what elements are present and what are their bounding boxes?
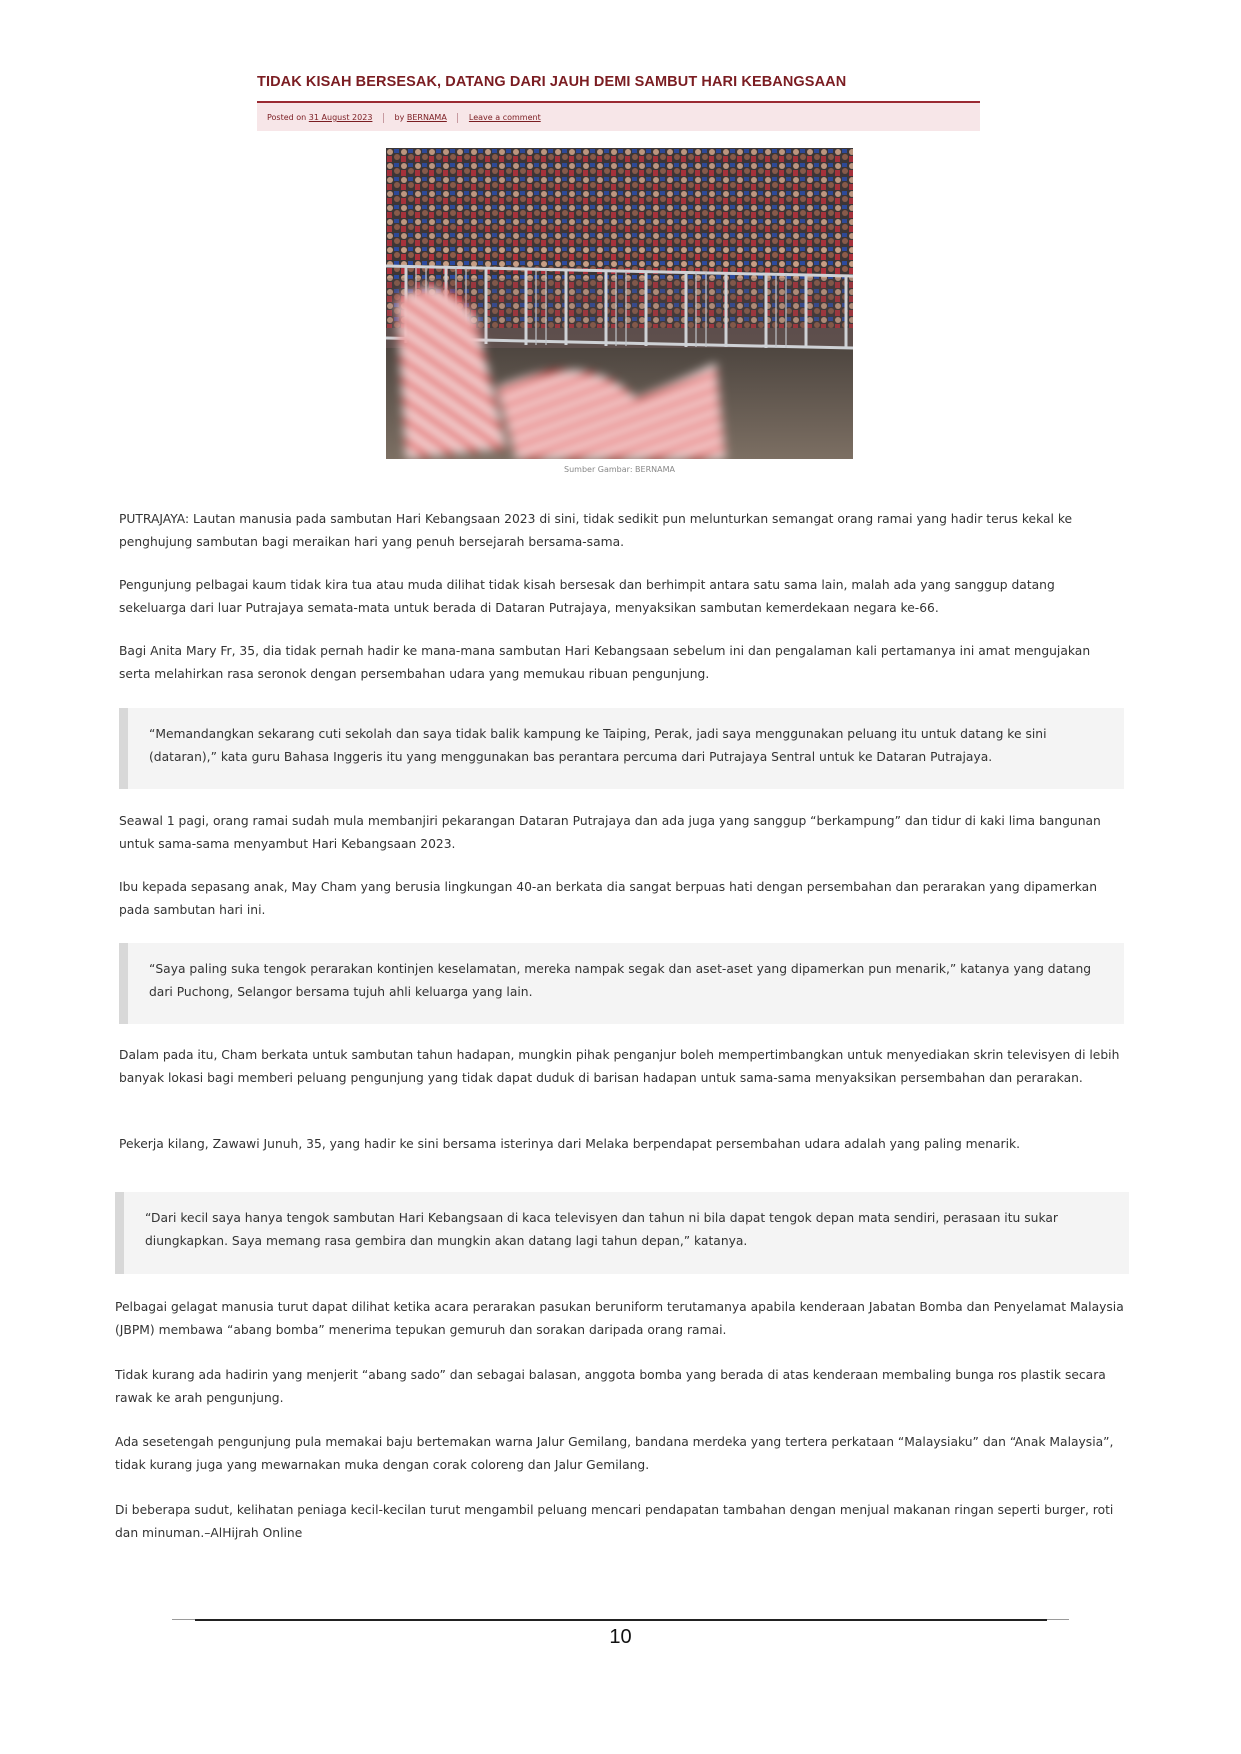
paragraph: Dalam pada itu, Cham berkata untuk sambutan tahun hadapan, mungkin pihak penganjur boleh mempertimbangkan untuk menyediakan skrin televisyen di lebih banyak lokasi bagi memberi peluang pengunjung yang tidak dapat duduk di barisan hadapan untuk sama-sama menyaksikan persembahan dan perarakan. <box>119 1048 1120 1085</box>
paragraph: PUTRAJAYA: Lautan manusia pada sambutan Hari Kebangsaan 2023 di sini, tidak sedikit pun melunturkan semangat orang ramai yang hadir terus kekal ke penghujung sambutan bagi meraikan hari yang penuh bersejarah bersama-sama. <box>119 512 1073 549</box>
paragraph: Pelbagai gelagat manusia turut dapat dilihat ketika acara perarakan pasukan beruniform terutamanya apabila kenderaan Jabatan Bomba dan Penyelamat Malaysia (JBPM) membawa “abang bomba” menerima tepukan gemuruh dan sorakan daripada orang ramai. <box>115 1300 1124 1337</box>
blockquote <box>119 708 1124 789</box>
quote-text: “Memandangkan sekarang cuti sekolah dan saya tidak balik kampung ke Taiping, Perak, jadi saya menggunakan peluang itu untuk datang ke sini (dataran),” kata guru Bahasa Inggeris itu yang menggunakan bas perantara percuma dari Putrajaya Sentral untuk ke Dataran Putrajaya. <box>149 727 1047 764</box>
meta-divider <box>457 113 458 123</box>
paragraph: Ada sesetengah pengunjung pula memakai baju bertemakan warna Jalur Gemilang, bandana merdeka yang tertera perkataan “Malaysiaku” dan “Anak Malaysia”, tidak kurang juga yang mewarnakan muka dengan corak coloreng dan Jalur Gemilang. <box>115 1435 1114 1472</box>
blockquote <box>115 1192 1129 1274</box>
footer-rule <box>195 1619 1047 1621</box>
by-prefix: by <box>394 113 405 122</box>
post-date-link[interactable]: 31 August 2023 <box>308 113 373 122</box>
quote-text: “Saya paling suka tengok perarakan kontinjen keselamatan, mereka nampak segak dan aset-aset yang dipamerkan pun menarik,” katanya yang datang dari Puchong, Selangor bersama tujuh ahli keluarga yang lain. <box>149 962 1092 999</box>
paragraph: Bagi Anita Mary Fr, 35, dia tidak pernah hadir ke mana-mana sambutan Hari Kebangsaan sebelum ini dan pengalaman kali pertamanya ini amat mengujakan serta melahirkan rasa seronok dengan persembahan udara yang memukau ribuan pengunjung. <box>119 644 1091 681</box>
article-photo <box>386 148 853 459</box>
paragraph: Pengunjung pelbagai kaum tidak kira tua atau muda dilihat tidak kisah bersesak dan berhimpit antara satu sama lain, malah ada yang sanggup datang sekeluarga dari luar Putrajaya semata-mata untuk berada di Dataran Putrajaya, menyaksikan sambutan kemerdekaan negara ke-66. <box>119 578 1055 615</box>
quote-text: “Dari kecil saya hanya tengok sambutan Hari Kebangsaan di kaca televisyen dan tahun ni bila dapat tengok depan mata sendiri, perasaan itu sukar diungkapkan. Saya memang rasa gembira dan mungkin akan datang lagi tahun depan,” katanya. <box>145 1211 1058 1248</box>
paragraph: Tidak kurang ada hadirin yang menjerit “abang sado” dan sebagai balasan, anggota bomba yang berada di atas kenderaan membaling bunga ros plastik secara rawak ke arah pengunjung. <box>115 1368 1106 1405</box>
meta-divider <box>383 113 384 123</box>
author-link[interactable]: BERNAMA <box>406 113 447 122</box>
article-title: TIDAK KISAH BERSESAK, DATANG DARI JAUH DEMI SAMBUT HARI KEBANGSAAN <box>257 74 847 90</box>
paragraph: Seawal 1 pagi, orang ramai sudah mula membanjiri pekarangan Dataran Putrajaya dan ada juga yang sanggup “berkampung” dan tidur di kaki lima bangunan untuk sama-sama menyambut Hari Kebangsaan 2023. <box>119 814 1101 851</box>
post-meta-bar <box>257 101 980 131</box>
crowd-photo-illustration <box>386 148 853 459</box>
paragraph: Di beberapa sudut, kelihatan peniaga kecil-kecilan turut mengambil peluang mencari pendapatan tambahan dengan menjual makanan ringan seperti burger, roti dan minuman.–AlHijrah Online <box>115 1503 1114 1540</box>
paragraph: Ibu kepada sepasang anak, May Cham yang berusia lingkungan 40-an berkata dia sangat berpuas hati dengan persembahan dan perarakan yang dipamerkan pada sambutan hari ini. <box>119 880 1097 917</box>
blockquote <box>119 943 1124 1024</box>
page-number: 10 <box>609 1626 632 1648</box>
leave-comment-link[interactable]: Leave a comment <box>468 113 541 122</box>
posted-prefix: Posted on <box>267 113 307 122</box>
image-caption: Sumber Gambar: BERNAMA <box>564 465 675 474</box>
paragraph: Pekerja kilang, Zawawi Junuh, 35, yang hadir ke sini bersama isterinya dari Melaka berpendapat persembahan udara adalah yang paling menarik. <box>119 1137 1021 1151</box>
